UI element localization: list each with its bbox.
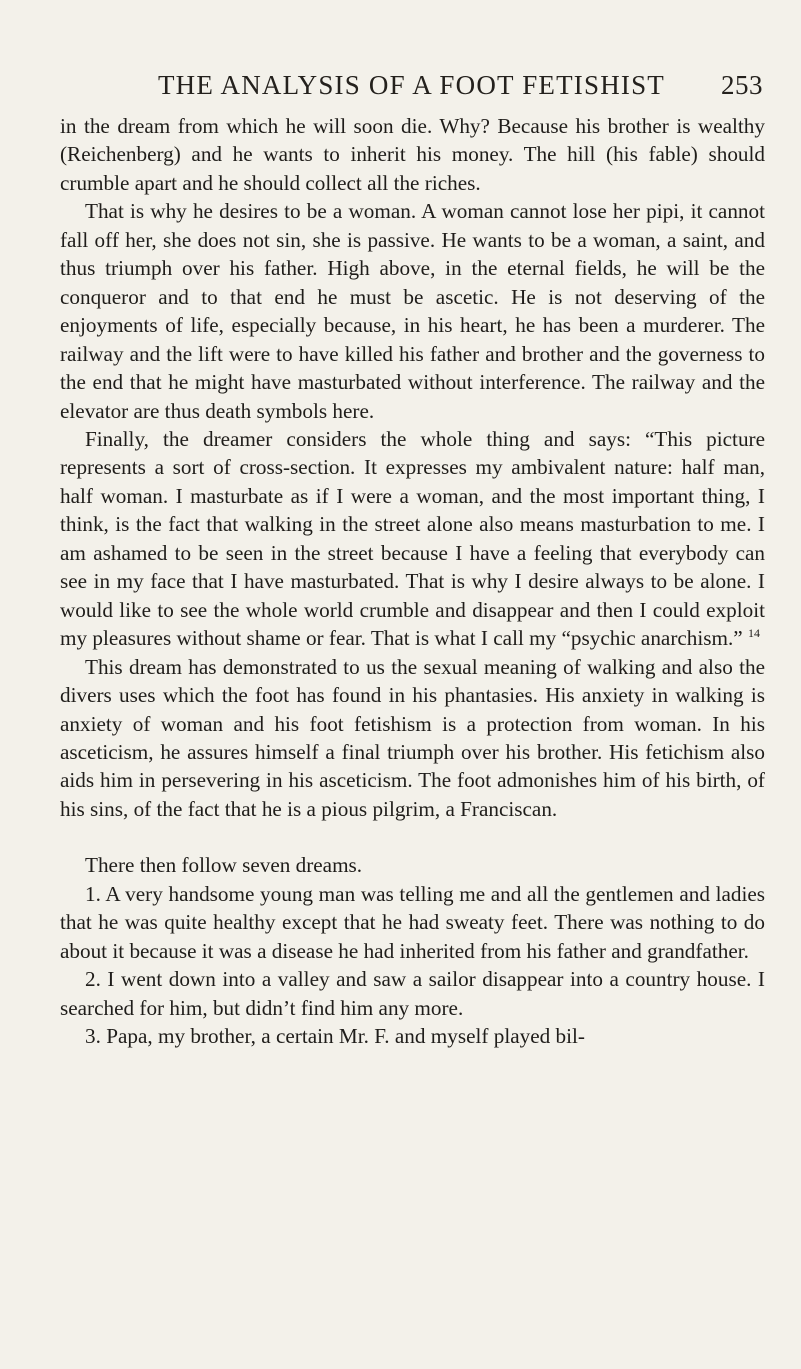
- page-number: 253: [721, 70, 763, 100]
- footnote-reference: 14: [748, 626, 760, 641]
- paragraph-text: That is why he desires to be a woman. A woman cannot lose her pipi, it cannot fall off her, she does not sin, she is passive. He wants to be a woman, a saint, and thus triumph over his father. High above, in the eternal fields, he will be the conqueror and to that end he must be ascetic. He is not deserving of the enjoyments of life, especially because, in his heart, he has been a murderer. The railway and the lift were to have killed his father and brother and the governess to the end that he might have masturbated without interference. The railway and the elevator are thus death symbols here.: [60, 199, 765, 423]
- dream-item-text: 1. A very handsome young man was telling me and all the gentlemen and ladies that he was quite healthy except that he had sweaty feet. There was nothing to do about it because it was a disease he had inherited from his father and grandfather.: [60, 881, 765, 963]
- running-title: THE ANALYSIS OF A FOOT FETISHIST: [157, 70, 665, 100]
- dream-item: [60, 965, 765, 1022]
- running-head: [60, 70, 763, 106]
- paragraph: [60, 112, 765, 197]
- paragraph-text: in the dream from which he will soon die. Why? Because his brother is wealthy (Reichenberg) and he wants to inherit his money. The hill (his fable) should crumble apart and he should collect all the riches.: [60, 114, 765, 195]
- paragraph-text: Finally, the dreamer considers the whole thing and says: “This picture represents a sort of cross-section. It expresses my ambivalent nature: half man, half woman. I masturbate as if I were a woman, and the most important thing, I think, is the fact that walking in the street alone also means masturbation to me. I am ashamed to be seen in the street because I have a feeling that everybody can see in my face that I have masturbated. That is why I desire always to be alone. I would like to see the whole world crumble and disappear and then I could exploit my pleasures without shame or fear. That is what I call my “psychic anarchism.”: [60, 426, 765, 651]
- dream-item-text: 2. I went down into a valley and saw a sailor disappear into a country house. I searched for him, but didn’t find him any more.: [60, 967, 765, 1020]
- paragraph: [60, 851, 765, 879]
- paragraph-text: This dream has demonstrated to us the sexual meaning of walking and also the divers uses which the foot has found in his phantasies. His anxiety in walking is anxiety of woman and his foot fetishism is a protection from woman. In his asceticism, he assures himself a final triumph over his brother. His fetichism also aids him in persevering in his asceticism. The foot admonishes him of his birth, of his sins, of the fact that he is a pious pilgrim, a Franciscan.: [60, 654, 765, 821]
- dream-item: [60, 1022, 765, 1050]
- paragraph: [60, 425, 765, 653]
- paragraph: [60, 653, 765, 824]
- body-text: [60, 112, 765, 1051]
- paragraph-text: There then follow seven dreams.: [85, 853, 363, 878]
- dream-item: [60, 880, 765, 965]
- dream-item-text: 3. Papa, my brother, a certain Mr. F. and myself played bil-: [85, 1024, 585, 1049]
- paragraph: [60, 197, 765, 425]
